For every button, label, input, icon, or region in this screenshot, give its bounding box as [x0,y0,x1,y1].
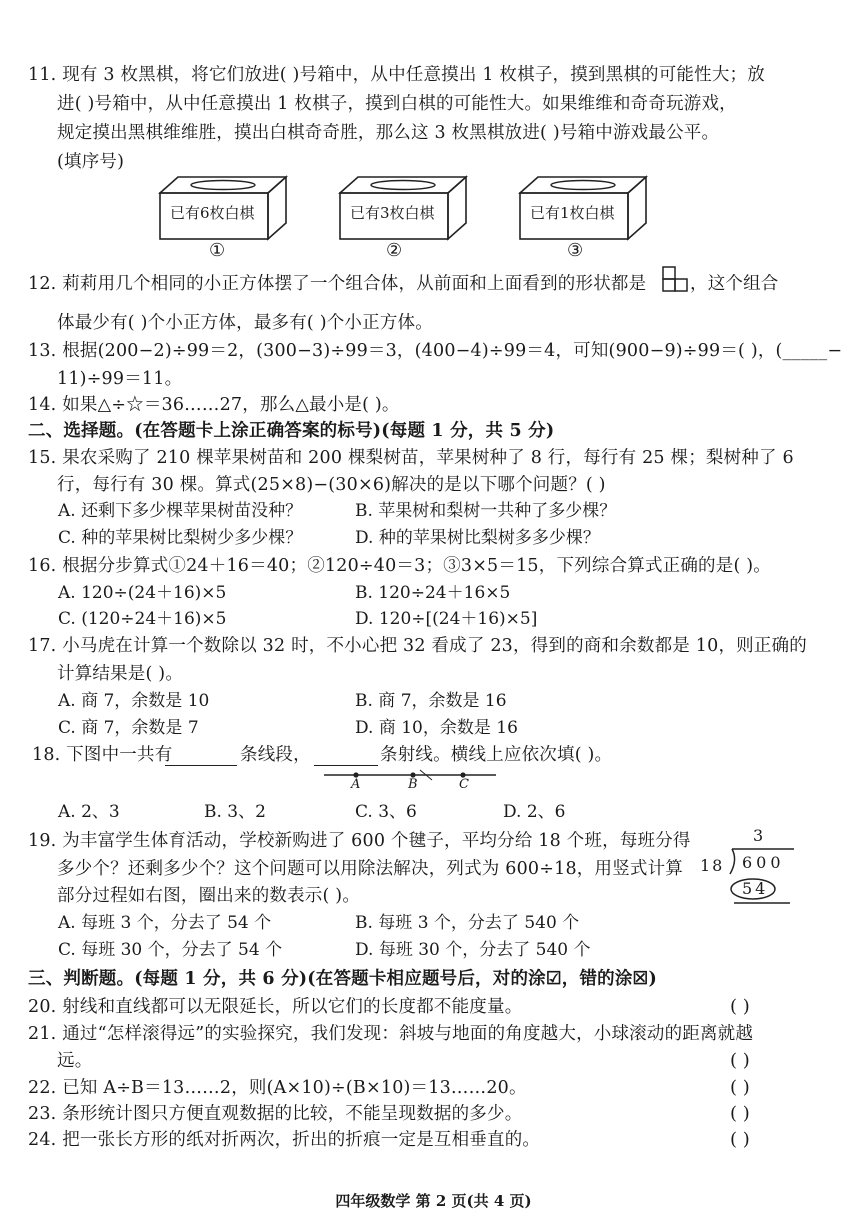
q16-option-c: C. (120÷24＋16)×5 [58,609,227,629]
q19-option-d: D. 每班 30 个，分去了 540 个 [355,940,591,960]
q19-option-b: B. 每班 3 个，分去了 540 个 [355,913,580,933]
q24-answer-paren: ( ) [730,1129,750,1150]
section-3-title: 三、判断题。(每题 1 分，共 6 分)(在答题卡相应题号后，对的涂☑，错的涂☒) [28,969,657,989]
q17-line1: 17. 小马虎在计算一个数除以 32 时，不小心把 32 看成了 23，得到的商和余数都是 10，则正确的 [28,636,807,656]
q12-line1: 12. 莉莉用几个相同的小正方体摆了一个组合体，从前面和上面看到的形状都是 [28,274,647,294]
box-3-number: ③ [567,240,584,261]
division-dividend: 600 [742,853,785,872]
q15-option-b: B. 苹果树和梨树一共种了多少棵？ [355,501,617,521]
division-divisor: 18 [700,856,725,875]
q18-point-a: A [351,777,361,792]
q18-line1-start: 18. 下图中一共有 [32,745,173,765]
q19-option-a: A. 每班 3 个，分去了 54 个 [58,913,272,933]
q11-line1: 11. 现有 3 枚黑棋，将它们放进( )号箱中，从中任意摸出 1 枚棋子，摸到黑棋的可能性大；放 [28,65,765,85]
division-quotient: 3 [753,826,764,845]
q23-answer-paren: ( ) [730,1103,750,1124]
q15-line1: 15. 果农采购了 210 棵苹果树苗和 200 棵梨树苗，苹果树种了 8 行，每行有 25 棵；梨树种了 6 [28,448,794,468]
q17-option-b: B. 商 7，余数是 16 [355,691,507,711]
q17-option-c: C. 商 7，余数是 7 [58,718,199,738]
q18-option-c: C. 3、6 [355,802,417,822]
q15-option-d: D. 种的苹果树比梨树多多少棵？ [355,528,600,548]
q20-answer-paren: ( ) [730,996,750,1017]
box-2-label: 已有3枚白棋 [350,204,435,222]
q19-option-c: C. 每班 30 个，分去了 54 个 [58,940,283,960]
box-1-label: 已有6枚白棋 [170,204,255,222]
q18-line1-mid: 条线段， [240,745,311,765]
q11-line3: 规定摸出黑棋维维胜，摸出白棋奇奇胜，那么这 3 枚黑棋放进( )号箱中游戏最公平。 [57,123,720,143]
view-shape-icon [662,266,690,300]
q22-line1: 22. 已知 A÷B＝13……2，则(A×10)÷(B×10)＝13……20。 [28,1078,527,1098]
q18-blank-1 [165,765,237,766]
box-1-number: ① [209,240,226,261]
q17-option-d: D. 商 10，余数是 16 [355,718,518,738]
q19-line1: 19. 为丰富学生体育活动，学校新购进了 600 个毽子，平均分给 18 个班，每班分得 [28,831,691,851]
box-2-number: ② [386,240,403,261]
q19-line3: 部分过程如右图，圈出来的数表示( )。 [57,886,361,906]
q24-line1: 24. 把一张长方形的纸对折两次，折出的折痕一定是互相垂直的。 [28,1130,541,1150]
q18-option-b: B. 3、2 [204,802,266,822]
q12-line2: 体最少有( )个小正方体，最多有( )个小正方体。 [57,313,433,333]
q16-line1: 16. 根据分步算式①24＋16＝40；②120÷40＝3；③3×5＝15，下列综合算式正确的是( )。 [28,556,771,576]
q11-line4: (填序号) [57,152,125,172]
q16-option-b: B. 120÷24＋16×5 [355,583,511,603]
q12-line1-end: ，这个组合 [690,274,779,294]
section-2-title: 二、选择题。(在答题卡上涂正确答案的标号)(每题 1 分，共 5 分) [28,421,555,441]
q13-line1: 13. 根据(200−2)÷99＝2，(300−3)÷99＝3，(400−4)÷99＝4，可知(900−9)÷99＝( )，(_____− [28,341,843,361]
q17-line2: 计算结果是( )。 [57,664,184,684]
q11-line2: 进( )号箱中，从中任意摸出 1 枚棋子，摸到白棋的可能性大。如果维维和奇奇玩游戏， [57,94,737,114]
division-circled-number: 54 [742,879,769,898]
q15-line2: 行，每行有 30 棵。算式(25×8)−(30×6)解决的是以下哪个问题？( ) [57,475,606,495]
q20-line1: 20. 射线和直线都可以无限延长，所以它们的长度都不能度量。 [28,997,523,1017]
q14-line1: 14. 如果△÷☆＝36……27，那么△最小是( )。 [28,395,400,415]
q19-line2: 多少个？还剩多少个？这个问题可以用除法解决，列式为 600÷18，用竖式计算 [57,859,683,879]
q18-option-d: D. 2、6 [503,802,566,822]
q18-option-a: A. 2、3 [58,802,120,822]
q13-line2: 11)÷99＝11。 [57,369,183,389]
q15-option-c: C. 种的苹果树比梨树少多少棵？ [58,528,303,548]
q21-answer-paren: ( ) [730,1050,750,1071]
page-footer: 四年级数学 第 2 页(共 4 页) [335,1192,532,1210]
q18-point-c: C [459,777,469,792]
q23-line1: 23. 条形统计图只方便直观数据的比较，不能呈现数据的多少。 [28,1104,523,1124]
q17-option-a: A. 商 7，余数是 10 [58,691,210,711]
q21-line1: 21. 通过“怎样滚得远”的实验探究，我们发现：斜坡与地面的角度越大，小球滚动的距离就越 [28,1024,754,1044]
q16-option-d: D. 120÷[(24＋16)×5] [355,609,538,629]
q18-point-b: B [408,777,418,792]
q22-answer-paren: ( ) [730,1077,750,1098]
q15-option-a: A. 还剩下多少棵苹果树苗没种？ [58,501,303,521]
q16-option-a: A. 120÷(24＋16)×5 [58,583,227,603]
q21-line2: 远。 [57,1051,93,1071]
box-3-label: 已有1枚白棋 [530,204,615,222]
q18-line1-end: 条射线。横线上应依次填( )。 [380,745,613,765]
